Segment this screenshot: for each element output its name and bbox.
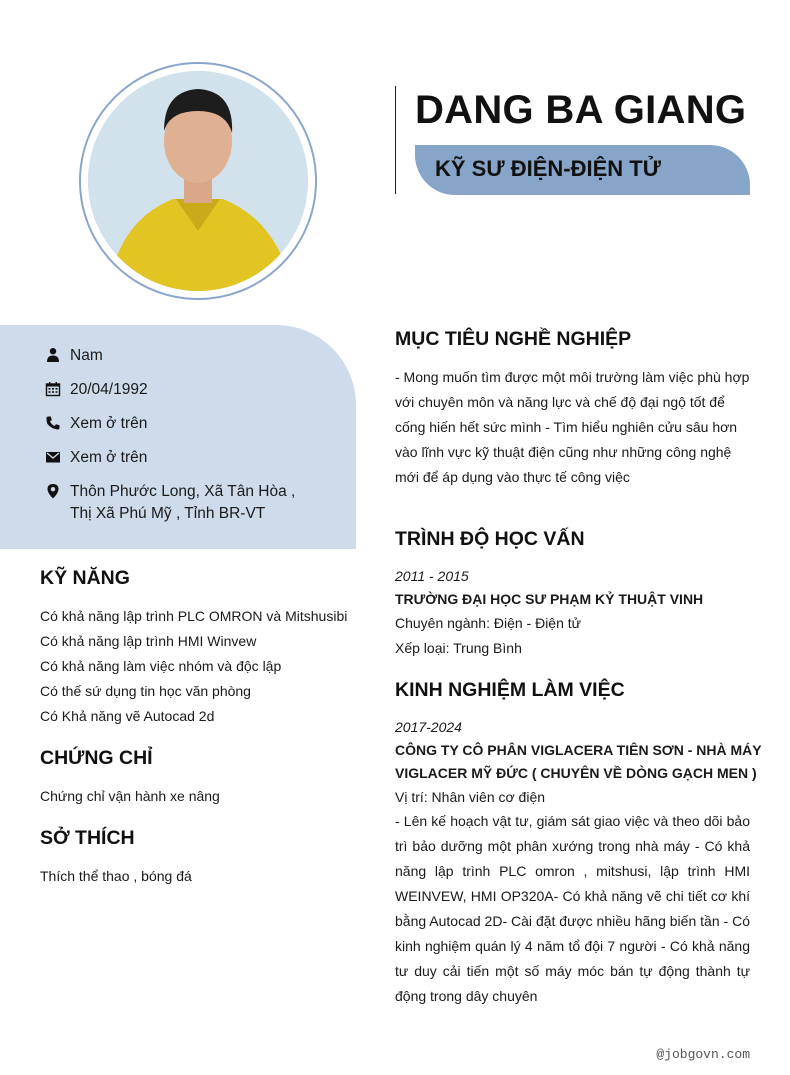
profile-photo xyxy=(88,71,308,291)
phone-icon xyxy=(44,413,62,433)
info-address: Thôn Phước Long, Xã Tân Hòa , Thị Xã Phú Mỹ , Tỉnh BR-VT xyxy=(44,481,295,525)
job-title: KỸ SƯ ĐIỆN-ĐIỆN TỬ xyxy=(435,156,661,181)
list-item: Có Khả năng vẽ Autocad 2d xyxy=(40,708,215,724)
candidate-name: DANG BA GIANG xyxy=(415,88,747,132)
education-major: Chuyên ngành: Điện - Điện tử xyxy=(395,615,582,631)
job-title-banner xyxy=(415,145,750,195)
person-icon xyxy=(44,345,62,365)
avatar xyxy=(88,71,308,291)
calendar-icon xyxy=(44,379,62,399)
experience-description: - Lên kế hoạch vật tư, giám sát giao việc và theo dõi bảo trì bảo dưỡng một phân xướng trong nhà máy - Có khả năng lập trình PLC omron , mitshusi, lập trình HMI WEINVEW, HMI OP320A- Có khả năng vẽ chi tiết cơ khí bằng Autocad 2D- Cài đặt được nhiều hãng biến tần - Có kinh nghiệm quán lý 4 năm tổ đội 7 người - Có khả năng tư duy cải tiến một số máy móc bán tự động thành tự động trong dây chuyên xyxy=(395,813,750,1004)
watermark: @jobgovn.com xyxy=(656,1047,750,1062)
certificates-title: CHỨNG CHỈ xyxy=(40,747,153,769)
education-grade: Xếp loại: Trung Bình xyxy=(395,640,522,656)
list-item: Có khả năng lập trình PLC OMRON và Mitshusibi xyxy=(40,608,348,624)
experience-period: 2017-2024 xyxy=(395,719,462,735)
objective-title: MỤC TIÊU NGHỀ NGHIỆP xyxy=(395,328,632,350)
experience-position: Vị trí: Nhân viên cơ điện xyxy=(395,789,546,805)
header-divider xyxy=(395,86,396,194)
list-item: Có khả năng lập trình HMI Winvew xyxy=(40,633,257,649)
skills-list xyxy=(40,606,347,731)
list-item: Chứng chỉ vận hành xe nâng xyxy=(40,788,220,804)
hobbies-title: SỞ THÍCH xyxy=(40,827,135,849)
list-item: Có khả năng làm việc nhóm và độc lập xyxy=(40,658,282,674)
certificates-list xyxy=(40,786,220,811)
education-period: 2011 - 2015 xyxy=(395,568,469,584)
objective-text: - Mong muốn tìm được một môi trường làm việc phù hợp với chuyên môn và năng lực và chế độ đại ngộ tốt để cống hiến hết sức mình - Tìm hiểu nghiên cửu sâu hơn vào lĩnh vực kỹ thuật điện cũng như những công nghệ mới để áp dụng vào thực tế công việc xyxy=(395,369,750,485)
list-item: Thích thể thao , bóng đá xyxy=(40,868,192,884)
info-email: Xem ở trên xyxy=(44,447,147,469)
experience-title: KINH NGHIỆM LÀM VIỆC xyxy=(395,679,625,701)
info-birthdate: 20/04/1992 xyxy=(44,379,148,401)
education-school: TRƯỜNG ĐẠI HỌC SƯ PHẠM KỶ THUẬT VINH xyxy=(395,591,704,607)
info-phone: Xem ở trên xyxy=(44,413,147,435)
email-icon xyxy=(44,447,62,467)
experience-company-line2: VIGLACER MỸ ĐỨC ( CHUYÊN VỀ DÒNG GẠCH MEN ) xyxy=(395,765,757,781)
skills-title: KỸ NĂNG xyxy=(40,567,130,589)
location-pin-icon xyxy=(44,481,62,501)
info-gender: Nam xyxy=(44,345,103,367)
hobbies-list xyxy=(40,866,192,891)
list-item: Có thế sứ dụng tin học văn phòng xyxy=(40,683,251,699)
experience-company-line1: CÔNG TY CÔ PHÂN VIGLACERA TIÊN SƠN - NHÀ MÁY xyxy=(395,742,762,758)
education-title: TRÌNH ĐỘ HỌC VẤN xyxy=(395,528,585,550)
